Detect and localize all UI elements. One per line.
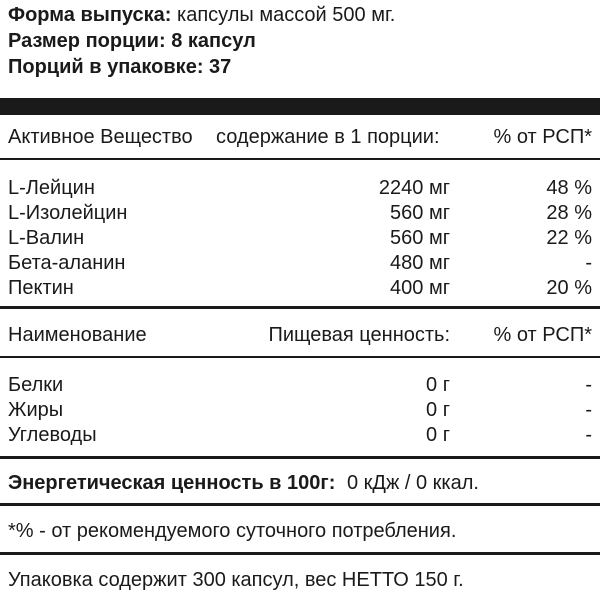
row-amount: 2240 мг: [378, 177, 450, 199]
row-rdi: -: [585, 374, 592, 396]
row-name: L-Лейцин: [8, 177, 95, 199]
row-amount: 480 мг: [390, 252, 450, 274]
row-name: Жиры: [8, 399, 64, 421]
release-form-value: капсулы массой 500 мг.: [177, 4, 396, 26]
energy-divider: [0, 503, 600, 506]
header-divider-bar: [0, 98, 600, 115]
rdi-footnote: *% - от рекомендуемого суточного потребления.: [8, 520, 457, 542]
row-name: L-Валин: [8, 227, 85, 249]
serving-size: Размер порции: 8 капсул: [8, 30, 256, 52]
servings-per-pack: Порций в упаковке: 37: [8, 56, 232, 78]
active-header-content: содержание в 1 порции:: [216, 126, 440, 148]
active-header-substance: Активное Вещество: [8, 126, 193, 148]
energy-label: Энергетическая ценность в 100г:: [8, 472, 336, 494]
row-amount: 560 мг: [390, 202, 450, 224]
row-rdi: 48 %: [546, 177, 592, 199]
nutrition-header-divider: [0, 356, 600, 358]
row-amount: 560 мг: [390, 227, 450, 249]
row-rdi: 28 %: [546, 202, 592, 224]
row-rdi: -: [585, 252, 592, 274]
nutrition-header-rdi: % от РСП*: [493, 324, 592, 346]
row-name: Бета-аланин: [8, 252, 126, 274]
row-name: Пектин: [8, 277, 74, 299]
release-form-line: [8, 5, 395, 25]
active-header-divider: [0, 158, 600, 160]
row-amount: 0 г: [426, 399, 450, 421]
row-rdi: -: [585, 399, 592, 421]
release-form-label: Форма выпуска:: [8, 4, 172, 26]
row-amount: 0 г: [426, 374, 450, 396]
row-rdi: 20 %: [546, 277, 592, 299]
active-header-rdi: % от РСП*: [493, 126, 592, 148]
row-amount: 400 мг: [390, 277, 450, 299]
active-table-bottom-divider: [0, 306, 600, 309]
row-amount: 0 г: [426, 424, 450, 446]
row-rdi: 22 %: [546, 227, 592, 249]
nutrition-table-bottom-divider: [0, 456, 600, 459]
row-rdi: -: [585, 424, 592, 446]
energy-line: [8, 473, 479, 493]
energy-value: 0 кДж / 0 ккал.: [346, 472, 479, 494]
nutrition-header-value: Пищевая ценность:: [268, 324, 450, 346]
row-name: L-Изолейцин: [8, 202, 128, 224]
row-name: Белки: [8, 374, 64, 396]
row-name: Углеводы: [8, 424, 97, 446]
package-info: Упаковка содержит 300 капсул, вес НЕТТО 150 г.: [8, 569, 464, 591]
nutrition-header-name: Наименование: [8, 324, 147, 346]
footnote-divider: [0, 552, 600, 555]
